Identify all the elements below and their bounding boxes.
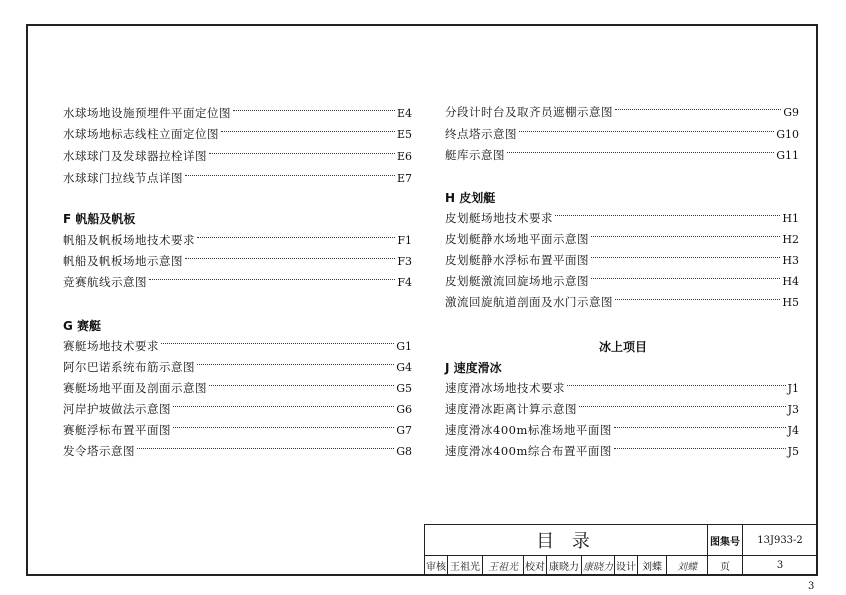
entry-code: G4 <box>396 360 412 374</box>
section-heading-g: G 赛艇 <box>63 319 102 333</box>
atlas-label: 图集号 <box>710 536 740 548</box>
toc-entry-j4[interactable] <box>445 422 799 438</box>
section-heading-h: H 皮划艇 <box>445 191 496 205</box>
toc-entry-h4[interactable] <box>445 273 799 289</box>
leader-dots <box>197 237 395 238</box>
leader-dots <box>161 343 394 344</box>
toc-entry-e4[interactable] <box>63 105 412 121</box>
leader-dots <box>591 257 780 258</box>
entry-title: 速度滑冰400m综合布置平面图 <box>445 444 612 458</box>
checker-signature: 康晓力 <box>583 562 613 573</box>
entry-code: F3 <box>397 254 412 268</box>
entry-code: J3 <box>787 402 799 416</box>
entry-title: 激流回旋航道剖面及水门示意图 <box>445 295 613 309</box>
designer-name: 刘蝶 <box>642 562 662 573</box>
entry-title: 分段计时台及取齐员遮棚示意图 <box>445 105 613 119</box>
sheet-title: 目 录 <box>536 531 596 552</box>
toc-entry-g1[interactable] <box>63 338 412 354</box>
leader-dots <box>519 131 774 132</box>
leader-dots <box>615 299 780 300</box>
entry-title: 水球球门及发球器拉栓详图 <box>63 149 207 163</box>
entry-code: E7 <box>396 171 412 185</box>
toc-entry-e7[interactable] <box>63 170 412 186</box>
page-label: 页 <box>720 562 730 573</box>
sheet-page-number: 3 <box>808 581 815 592</box>
leader-dots <box>173 406 394 407</box>
toc-entry-g10[interactable] <box>445 126 799 142</box>
leader-dots <box>507 152 774 153</box>
entry-code: H5 <box>782 295 799 309</box>
entry-code: E6 <box>396 149 412 163</box>
entry-title: 水球球门拉线节点详图 <box>63 171 183 185</box>
entry-code: E4 <box>396 106 412 120</box>
toc-entry-h5[interactable] <box>445 294 799 310</box>
entry-title: 帆船及帆板场地技术要求 <box>63 233 195 247</box>
leader-dots <box>209 385 394 386</box>
toc-entry-h1[interactable] <box>445 210 799 226</box>
leader-dots <box>591 278 780 279</box>
leader-dots <box>567 385 786 386</box>
leader-dots <box>173 427 394 428</box>
toc-entry-f4[interactable] <box>63 274 412 290</box>
toc-entry-j3[interactable] <box>445 401 799 417</box>
toc-entry-f3[interactable] <box>63 253 412 269</box>
entry-code: G11 <box>776 148 799 162</box>
entry-code: G7 <box>396 423 412 437</box>
atlas-number: 13J933-2 <box>757 534 803 546</box>
toc-entry-g6[interactable] <box>63 401 412 417</box>
design-label: 设计 <box>616 562 636 573</box>
entry-title: 帆船及帆板场地示意图 <box>63 254 183 268</box>
entry-code: H3 <box>782 253 799 267</box>
entry-code: H2 <box>782 232 799 246</box>
entry-code: H4 <box>782 274 799 288</box>
page-number: 3 <box>776 560 784 571</box>
entry-code: J5 <box>787 444 799 458</box>
entry-title: 速度滑冰400m标准场地平面图 <box>445 423 612 437</box>
check-label: 校对 <box>525 562 545 573</box>
toc-entry-e5[interactable] <box>63 126 412 142</box>
section-heading-f: F 帆船及帆板 <box>63 212 136 226</box>
toc-entry-g11[interactable] <box>445 147 799 163</box>
entry-title: 阿尔巴诺系统布筋示意图 <box>63 360 195 374</box>
leader-dots <box>614 448 786 449</box>
designer-signature: 刘蝶 <box>677 562 697 573</box>
leader-dots <box>221 131 395 132</box>
entry-code: G5 <box>396 381 412 395</box>
entry-title: 皮划艇静水场地平面示意图 <box>445 232 589 246</box>
leader-dots <box>233 110 395 111</box>
entry-title: 速度滑冰距离计算示意图 <box>445 402 577 416</box>
entry-title: 皮划艇场地技术要求 <box>445 211 553 225</box>
reviewer-signature: 王祖光 <box>488 562 518 573</box>
entry-code: F1 <box>397 233 412 247</box>
entry-code: G6 <box>396 402 412 416</box>
entry-title: 速度滑冰场地技术要求 <box>445 381 565 395</box>
entry-title: 赛艇场地平面及剖面示意图 <box>63 381 207 395</box>
toc-entry-g8[interactable] <box>63 443 412 459</box>
leader-dots <box>614 427 786 428</box>
entry-code: H1 <box>782 211 799 225</box>
entry-code: G1 <box>396 339 412 353</box>
entry-title: 竞赛航线示意图 <box>63 275 147 289</box>
entry-title: 水球场地标志线柱立面定位图 <box>63 127 219 141</box>
entry-title: 赛艇场地技术要求 <box>63 339 159 353</box>
entry-title: 河岸护坡做法示意图 <box>63 402 171 416</box>
toc-entry-g9[interactable] <box>445 104 799 120</box>
reviewer-name: 王祖光 <box>450 562 480 573</box>
section-heading-j: J 速度滑冰 <box>445 361 502 375</box>
checker-name: 康晓力 <box>549 562 579 573</box>
leader-dots <box>555 215 780 216</box>
toc-entry-g4[interactable] <box>63 359 412 375</box>
entry-code: G8 <box>396 444 412 458</box>
leader-dots <box>197 364 394 365</box>
entry-title: 发令塔示意图 <box>63 444 135 458</box>
title-block <box>424 524 817 575</box>
entry-code: F4 <box>397 275 412 289</box>
leader-dots <box>185 175 395 176</box>
entry-title: 艇库示意图 <box>445 148 505 162</box>
leader-dots <box>591 236 780 237</box>
toc-entry-h3[interactable] <box>445 252 799 268</box>
leader-dots <box>615 109 781 110</box>
toc-entry-f1[interactable] <box>63 232 412 248</box>
entry-title: 终点塔示意图 <box>445 127 517 141</box>
entry-code: E5 <box>396 127 412 141</box>
toc-entry-h2[interactable] <box>445 231 799 247</box>
entry-title: 赛艇浮标布置平面图 <box>63 423 171 437</box>
ice-sports-heading: 冰上项目 <box>599 340 648 354</box>
toc-entry-g7[interactable] <box>63 422 412 438</box>
toc-entry-j1[interactable] <box>445 380 799 396</box>
leader-dots <box>149 279 395 280</box>
toc-entry-g5[interactable] <box>63 380 412 396</box>
entry-code: J1 <box>787 381 799 395</box>
entry-title: 水球场地设施预埋件平面定位图 <box>63 106 231 120</box>
toc-entry-j5[interactable] <box>445 443 799 459</box>
leader-dots <box>137 448 394 449</box>
toc-entry-e6[interactable] <box>63 148 412 164</box>
entry-code: J4 <box>787 423 799 437</box>
leader-dots <box>209 153 395 154</box>
entry-title: 皮划艇激流回旋场地示意图 <box>445 274 589 288</box>
entry-code: G10 <box>776 127 799 141</box>
leader-dots <box>185 258 395 259</box>
entry-code: G9 <box>783 105 799 119</box>
leader-dots <box>579 406 786 407</box>
entry-title: 皮划艇静水浮标布置平面图 <box>445 253 589 267</box>
review-label: 审核 <box>426 562 446 573</box>
